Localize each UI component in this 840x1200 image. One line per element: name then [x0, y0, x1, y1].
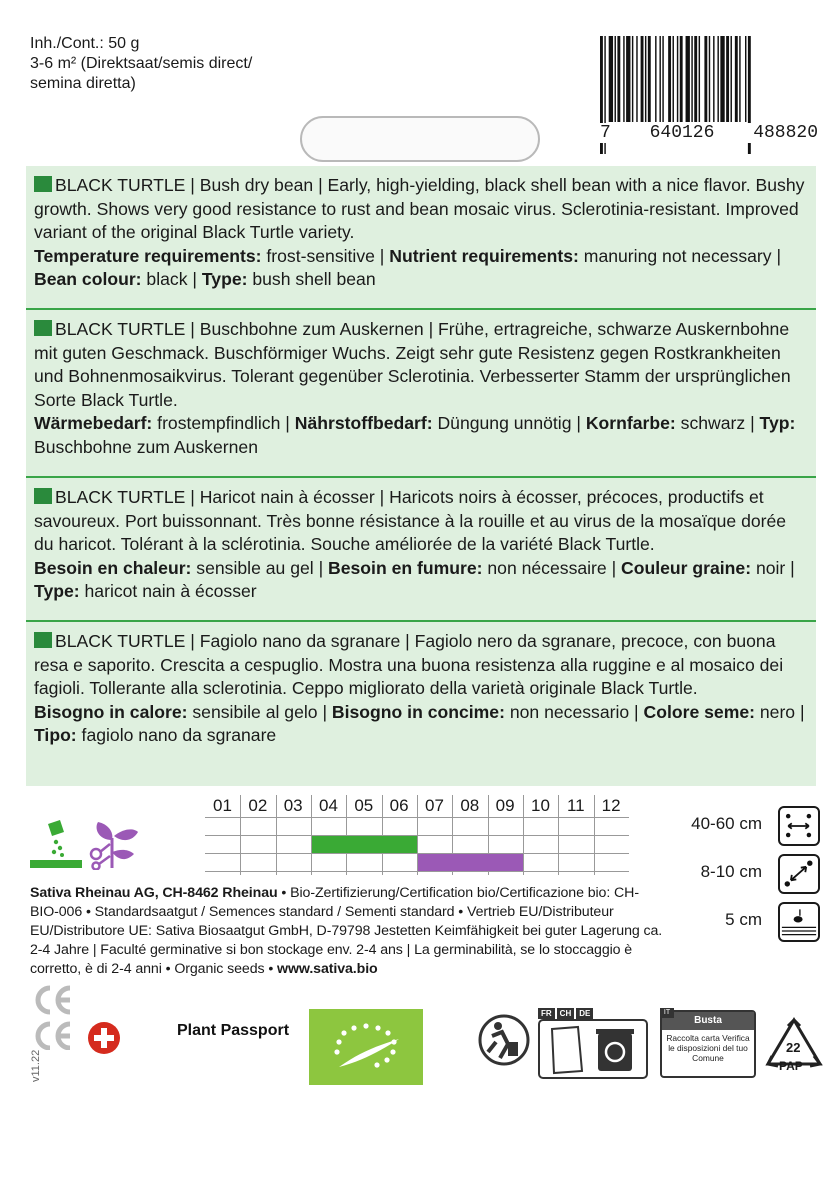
calendar-month-label: 04	[319, 796, 338, 815]
attr-key: Nutrient requirements:	[389, 245, 579, 266]
seed-harvest-icon	[88, 818, 140, 870]
barcode-bar	[626, 36, 630, 122]
variety-title: BLACK TURTLE	[55, 175, 186, 195]
attr-key: Colore seme:	[643, 701, 755, 722]
attr-value: sensible au gel |	[191, 557, 329, 578]
plant-spacing	[660, 854, 820, 894]
attr-value: non necessario |	[504, 701, 644, 722]
barcode-bar	[713, 36, 714, 122]
attr-value: frostempfindlich |	[152, 413, 295, 433]
hang-hole	[300, 116, 540, 162]
attr-value: Buschbohne zum Auskernen	[34, 436, 258, 457]
attr-key: Besoin en chaleur:	[34, 557, 192, 578]
description-text: | Fagiolo nano da sgranare | Fagiolo nero da sgranare, precoce, con buona resa e saporito. Crescita a cespuglio. Mostra una buona resistenza alla ruggine e al mosaico dei fagioli. Tollerante alla sclerotinia. Ceppo migliorato della varietà originale Black Turtle.	[34, 631, 784, 698]
recycling-number: 22	[786, 1040, 801, 1055]
direct-sowing-icon	[30, 820, 82, 870]
attr-value: schwarz |	[675, 413, 760, 433]
barcode-digit-group: 7	[600, 123, 611, 143]
barcode-bar	[726, 36, 729, 122]
harvest-period-bar	[418, 854, 523, 871]
attr-value: fagiolo nano da sgranare	[76, 725, 277, 745]
eu-organic-logo	[309, 1009, 423, 1085]
barcode-bar	[645, 36, 646, 122]
barcode-bar	[731, 36, 732, 122]
tidyman-recycle-icon	[478, 1012, 530, 1068]
recycling-code: PAP	[779, 1059, 803, 1073]
barcode-bar	[694, 36, 697, 122]
attr-key: Nährstoffbedarf:	[294, 413, 433, 433]
plant-passport-label: Plant Passport	[177, 1022, 290, 1039]
barcode-bar	[699, 36, 700, 122]
attr-value: Düngung unnötig |	[432, 413, 586, 433]
barcode-bar	[662, 36, 663, 122]
sowing-depth	[660, 902, 820, 942]
barcode-bar	[609, 36, 613, 122]
attr-key: Type:	[34, 581, 80, 601]
description-panel	[26, 166, 816, 786]
paper-bin-icon	[538, 1019, 648, 1079]
description-it	[34, 630, 810, 748]
variety-title: BLACK TURTLE	[55, 487, 186, 507]
barcode-bar	[648, 36, 651, 122]
calendar-month-label: 10	[531, 796, 550, 815]
website-link[interactable]: www.sativa.bio	[277, 961, 378, 977]
barcode-bar	[739, 36, 740, 122]
sowing-area: 3-6 m² (Direktsaat/semis direct/	[30, 55, 253, 72]
section-divider	[26, 308, 816, 310]
calendar-month-label: 06	[389, 796, 409, 815]
row-spacing-icon	[778, 806, 820, 846]
attr-value: bush shell bean	[247, 269, 376, 289]
content-weight: Inh./Cont.: 50 g	[30, 35, 140, 52]
attr-key: Temperature requirements:	[34, 245, 262, 266]
green-square-icon	[34, 176, 52, 192]
attr-key: Bean colour:	[34, 269, 142, 289]
attr-value: non nécessaire |	[482, 557, 622, 578]
calendar-grid-line	[205, 871, 629, 872]
variety-title: BLACK TURTLE	[55, 319, 186, 339]
attr-value: manuring not necessary |	[578, 245, 782, 266]
calendar-month-label: 12	[601, 796, 621, 815]
it-tag: IT	[660, 1008, 674, 1018]
triman-block	[538, 1008, 648, 1080]
calendar-month-label: 01	[213, 796, 232, 815]
calendar-month-label: 11	[566, 796, 585, 815]
barcode-bar	[659, 36, 660, 122]
attr-key: Wärmebedarf:	[34, 413, 153, 433]
barcode-bar	[655, 36, 656, 122]
green-square-icon	[34, 632, 52, 648]
barcode-bar	[632, 36, 633, 122]
company-details: • Bio-Zertifizierung/Certification bio/Certificazione bio: CH-BIO-006 • Standardsaatgut / Semences standard / Sementi standard • Vertrieb EU/Distributeur EU/Distributore UE: Sativa Biosaatgut GmbH, D-79798 Jestetten Keimfähigkeit bei guter Lagerung ca. 2-4 Jahre | Faculté germinative si bon stockage env. 2-4 ans | La germinabilità, se lo stoccaggio è corretto, è di 2-4 anni • Organic seeds •	[30, 885, 663, 977]
content-info	[30, 34, 252, 94]
variety-title: BLACK TURTLE	[55, 631, 186, 651]
barcode-bar	[704, 36, 707, 122]
description-text: | Buschbohne zum Auskernen | Frühe, ertragreiche, schwarze Auskernbohne mit guten Geschmack. Buschförmiger Wuchs. Zeigt sehr gute Resistenz gegen Rostkrankheiten und Bohnenmosaikvirus. Tolerant gegenüber Sclerotinia. Verbesserter Stamm der ursprünglichen Sorte Black Turtle.	[34, 319, 791, 410]
calendar-month-label: 07	[425, 796, 444, 815]
barcode-bar	[720, 36, 724, 122]
barcode-number	[598, 123, 820, 143]
barcode-bar	[677, 36, 678, 122]
sowing-depth-icon	[778, 902, 820, 942]
sowing-calendar	[205, 795, 629, 875]
barcode-bar	[615, 36, 616, 122]
description-text: | Bush dry bean | Early, high-yielding, black shell bean with a nice flavor. Bushy growth. Shows very good resistance to rust and bean mosaic virus. Sclerotinia-resistant. Improved variant of the original Black Turtle variety.	[34, 175, 805, 242]
green-square-icon	[34, 488, 52, 504]
attr-value: black |	[141, 269, 202, 289]
attr-value: nero |	[754, 701, 805, 722]
barcode-bar	[623, 36, 624, 122]
plant-spacing-value: 8-10 cm	[700, 862, 762, 881]
green-square-icon	[34, 320, 52, 336]
attr-value: frost-sensitive |	[261, 245, 390, 266]
attr-key: Tipo:	[34, 725, 77, 745]
swiss-flag-icon	[88, 1022, 120, 1054]
attr-key: Couleur graine:	[621, 557, 752, 578]
barcode-bar	[717, 36, 718, 122]
attr-key: Bisogno in concime:	[331, 701, 505, 722]
description-fr	[34, 486, 810, 604]
attr-key: Besoin en fumure:	[328, 557, 483, 578]
barcode-bar	[686, 36, 690, 122]
description-en	[34, 174, 810, 292]
barcode-bar	[680, 36, 683, 122]
barcode-bar	[617, 36, 620, 122]
company-name: Sativa Rheinau AG, CH-8462 Rheinau	[30, 885, 278, 901]
it-header: Busta	[662, 1012, 754, 1030]
calendar-month-label: 08	[460, 796, 480, 815]
row-spacing-value: 40-60 cm	[691, 814, 762, 833]
version-label: v11.22	[30, 1049, 42, 1082]
country-tag: CH	[557, 1008, 575, 1019]
calendar-grid-line	[205, 835, 629, 836]
calendar-grid-line	[205, 817, 629, 818]
sowing-period-bar	[312, 836, 417, 853]
sowing-area-2: semina diretta)	[30, 75, 136, 92]
barcode-bar	[636, 36, 637, 122]
calendar-month-label: 03	[283, 796, 303, 815]
barcode-bar	[691, 36, 692, 122]
sowing-depth-value: 5 cm	[725, 910, 762, 929]
attr-value: noir |	[751, 557, 795, 578]
attr-key: Type:	[201, 269, 248, 289]
description-de	[34, 318, 810, 459]
attr-value: sensibile al gelo |	[187, 701, 332, 722]
barcode-bar	[745, 36, 746, 122]
country-tag: FR	[538, 1008, 555, 1019]
it-instructions: Raccolta carta Verifica le disposizioni del tuo Comune	[666, 1033, 750, 1063]
barcode-digit-group: 488820	[753, 123, 818, 143]
row-spacing	[660, 806, 820, 846]
attr-value: haricot nain à écosser	[79, 581, 257, 601]
barcode-bar	[673, 36, 674, 122]
attr-key: Bisogno in calore:	[34, 701, 188, 722]
barcode-bar	[709, 36, 710, 122]
calendar-month-label: 02	[248, 796, 268, 815]
description-text: | Haricot nain à écosser | Haricots noirs à écosser, précoces, productifs et savoureux. Port buissonnant. Très bonne résistance à la rouille et au virus de la mosaïque dorée du haricot. Tolérant à la sclérotinia. Souche améliorée de la variété Black Turtle.	[34, 487, 787, 554]
section-divider	[26, 476, 816, 478]
calendar-month-label: 05	[354, 796, 374, 815]
company-info	[30, 884, 664, 979]
plant-spacing-icon	[778, 854, 820, 894]
attr-key: Kornfarbe:	[585, 413, 676, 433]
section-divider	[26, 620, 816, 622]
italy-disposal-box	[660, 1010, 756, 1078]
barcode-bar	[735, 36, 738, 122]
barcode-bar	[668, 36, 671, 122]
country-tags	[538, 1008, 648, 1019]
attr-key: Typ:	[759, 413, 796, 433]
barcode-digit-group: 640126	[649, 123, 715, 143]
calendar-month-label: 09	[495, 796, 515, 815]
ce-mark-icon	[30, 984, 74, 1050]
country-tag: DE	[576, 1008, 593, 1019]
barcode-bar	[641, 36, 644, 122]
